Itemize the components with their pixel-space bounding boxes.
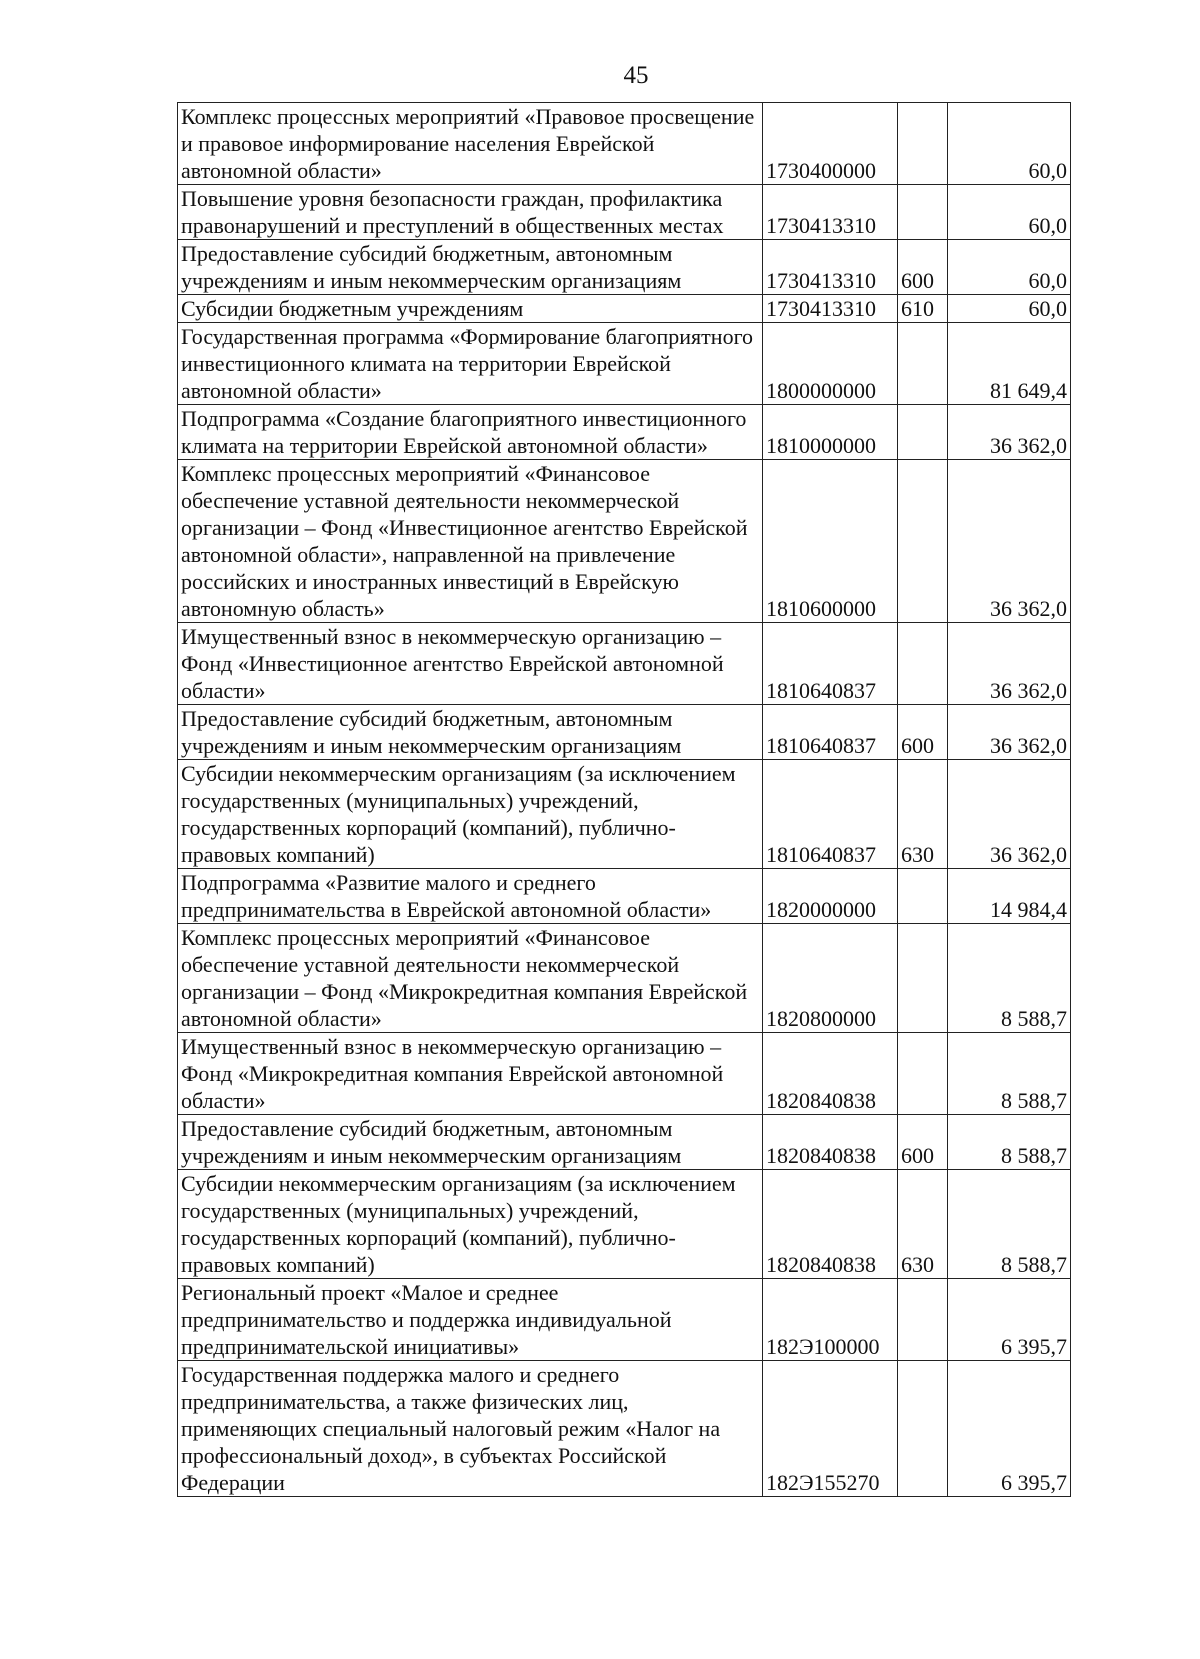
amount-cell: 60,0 xyxy=(948,185,1071,240)
target-code-cell: 1810640837 xyxy=(763,760,898,869)
expense-name-cell: Комплекс процессных мероприятий «Правовое просвещение и правовое информирование населения Еврейской автономной области» xyxy=(178,103,763,185)
expense-type-cell: 600 xyxy=(898,240,948,295)
expense-type-cell xyxy=(898,103,948,185)
amount-cell: 60,0 xyxy=(948,295,1071,323)
amount-cell: 8 588,7 xyxy=(948,1170,1071,1279)
target-code-cell: 1820840838 xyxy=(763,1115,898,1170)
expense-name-cell: Государственная программа «Формирование благоприятного инвестиционного климата на территории Еврейской автономной области» xyxy=(178,323,763,405)
expense-name-cell: Имущественный взнос в некоммерческую организацию – Фонд «Инвестиционное агентство Еврейской автономной области» xyxy=(178,623,763,705)
expense-type-cell xyxy=(898,1279,948,1361)
expense-type-cell: 600 xyxy=(898,1115,948,1170)
expense-type-cell xyxy=(898,869,948,924)
amount-cell: 81 649,4 xyxy=(948,323,1071,405)
expense-type-cell: 610 xyxy=(898,295,948,323)
expense-name-cell: Комплекс процессных мероприятий «Финансовое обеспечение уставной деятельности некоммерческой организации – Фонд «Инвестиционное агентство Еврейской автономной области», направленной на привлечение российских и иностранных инвестиций в Еврейскую автономную область» xyxy=(178,460,763,623)
expense-type-cell: 630 xyxy=(898,1170,948,1279)
expense-name-cell: Подпрограмма «Развитие малого и среднего предпринимательства в Еврейской автономной области» xyxy=(178,869,763,924)
target-code-cell: 1810640837 xyxy=(763,623,898,705)
expense-name-cell: Государственная поддержка малого и среднего предпринимательства, а также физических лиц, применяющих специальный налоговый режим «Налог на профессиональный доход», в субъектах Российской Федерации xyxy=(178,1361,763,1497)
expense-name-cell: Субсидии некоммерческим организациям (за исключением государственных (муниципальных) учреждений, государственных корпораций (компаний), публично-правовых компаний) xyxy=(178,1170,763,1279)
table-row xyxy=(178,760,1071,869)
expense-name-cell: Предоставление субсидий бюджетным, автономным учреждениям и иным некоммерческим организациям xyxy=(178,705,763,760)
expense-name-cell: Региональный проект «Малое и среднее предпринимательство и поддержка индивидуальной предпринимательской инициативы» xyxy=(178,1279,763,1361)
table-row xyxy=(178,705,1071,760)
table-row xyxy=(178,103,1071,185)
amount-cell: 8 588,7 xyxy=(948,924,1071,1033)
expense-type-cell xyxy=(898,924,948,1033)
amount-cell: 14 984,4 xyxy=(948,869,1071,924)
amount-cell: 36 362,0 xyxy=(948,623,1071,705)
expense-type-cell xyxy=(898,1033,948,1115)
amount-cell: 6 395,7 xyxy=(948,1361,1071,1497)
expense-type-cell xyxy=(898,185,948,240)
expense-name-cell: Субсидии бюджетным учреждениям xyxy=(178,295,763,323)
budget-table xyxy=(177,102,1071,1497)
target-code-cell: 1820800000 xyxy=(763,924,898,1033)
amount-cell: 36 362,0 xyxy=(948,705,1071,760)
expense-name-cell: Повышение уровня безопасности граждан, профилактика правонарушений и преступлений в общественных местах xyxy=(178,185,763,240)
expense-type-cell xyxy=(898,623,948,705)
table-row xyxy=(178,460,1071,623)
expense-name-cell: Предоставление субсидий бюджетным, автономным учреждениям и иным некоммерческим организациям xyxy=(178,240,763,295)
amount-cell: 8 588,7 xyxy=(948,1115,1071,1170)
amount-cell: 36 362,0 xyxy=(948,460,1071,623)
expense-name-cell: Имущественный взнос в некоммерческую организацию – Фонд «Микрокредитная компания Еврейской автономной области» xyxy=(178,1033,763,1115)
target-code-cell: 1730413310 xyxy=(763,240,898,295)
expense-type-cell: 600 xyxy=(898,705,948,760)
amount-cell: 60,0 xyxy=(948,103,1071,185)
expense-name-cell: Предоставление субсидий бюджетным, автономным учреждениям и иным некоммерческим организациям xyxy=(178,1115,763,1170)
table-row xyxy=(178,1115,1071,1170)
expense-type-cell xyxy=(898,323,948,405)
target-code-cell: 1820840838 xyxy=(763,1033,898,1115)
table-row xyxy=(178,1033,1071,1115)
amount-cell: 36 362,0 xyxy=(948,760,1071,869)
expense-type-cell xyxy=(898,1361,948,1497)
table-row xyxy=(178,1170,1071,1279)
table-row xyxy=(178,924,1071,1033)
target-code-cell: 1730400000 xyxy=(763,103,898,185)
table-row xyxy=(178,405,1071,460)
table-row xyxy=(178,623,1071,705)
expense-name-cell: Комплекс процессных мероприятий «Финансовое обеспечение уставной деятельности некоммерческой организации – Фонд «Микрокредитная компания Еврейской автономной области» xyxy=(178,924,763,1033)
table-row xyxy=(178,1279,1071,1361)
amount-cell: 6 395,7 xyxy=(948,1279,1071,1361)
table-row xyxy=(178,1361,1071,1497)
expense-name-cell: Подпрограмма «Создание благоприятного инвестиционного климата на территории Еврейской автономной области» xyxy=(178,405,763,460)
amount-cell: 8 588,7 xyxy=(948,1033,1071,1115)
target-code-cell: 182Э155270 xyxy=(763,1361,898,1497)
target-code-cell: 1800000000 xyxy=(763,323,898,405)
target-code-cell: 1810600000 xyxy=(763,460,898,623)
table-row xyxy=(178,185,1071,240)
expense-type-cell: 630 xyxy=(898,760,948,869)
table-row xyxy=(178,869,1071,924)
budget-table-body xyxy=(178,103,1071,1497)
target-code-cell: 1730413310 xyxy=(763,185,898,240)
expense-type-cell xyxy=(898,405,948,460)
expense-name-cell: Субсидии некоммерческим организациям (за исключением государственных (муниципальных) учреждений, государственных корпораций (компаний), публично-правовых компаний) xyxy=(178,760,763,869)
amount-cell: 60,0 xyxy=(948,240,1071,295)
target-code-cell: 1810640837 xyxy=(763,705,898,760)
table-row xyxy=(178,240,1071,295)
target-code-cell: 1820840838 xyxy=(763,1170,898,1279)
page-number: 45 xyxy=(623,62,649,89)
target-code-cell: 1730413310 xyxy=(763,295,898,323)
expense-type-cell xyxy=(898,460,948,623)
table-row xyxy=(178,295,1071,323)
target-code-cell: 1810000000 xyxy=(763,405,898,460)
target-code-cell: 1820000000 xyxy=(763,869,898,924)
table-row xyxy=(178,323,1071,405)
target-code-cell: 182Э100000 xyxy=(763,1279,898,1361)
amount-cell: 36 362,0 xyxy=(948,405,1071,460)
